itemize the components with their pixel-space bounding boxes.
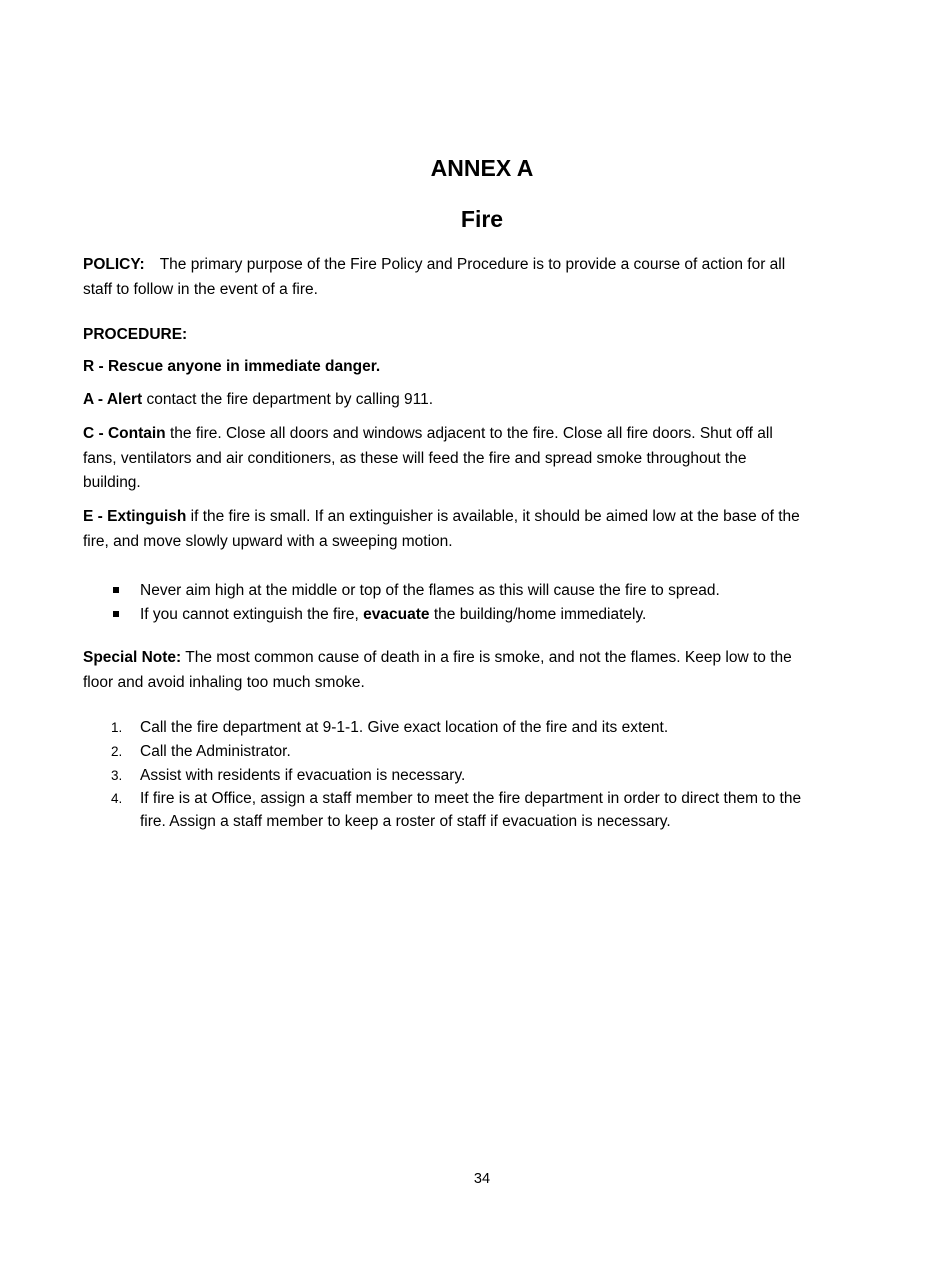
numbered-list bbox=[83, 716, 803, 833]
contain-label: C - Contain bbox=[83, 425, 166, 442]
list-item bbox=[83, 603, 803, 627]
contain-text: the fire. Close all doors and windows adjacent to the fire. Close all fire doors. Shut off all fans, ventilators and air conditioners, as these will feed the fire and spread smoke throughout the building. bbox=[83, 425, 773, 491]
annex-title: ANNEX A bbox=[430, 155, 534, 181]
policy-paragraph bbox=[83, 253, 803, 302]
alert-step bbox=[83, 388, 803, 413]
step-text: Call the fire department at 9-1-1. Give exact location of the fire and its extent. bbox=[140, 719, 669, 736]
bullet-text: If you cannot extinguish the fire, bbox=[140, 605, 364, 623]
contain-step bbox=[83, 422, 803, 496]
bullet-text: the building/home immediately. bbox=[429, 605, 647, 623]
procedure-heading: PROCEDURE: bbox=[83, 326, 188, 343]
policy-text: The primary purpose of the Fire Policy and Procedure is to provide a course of action for all staff to follow in the event of a fire. bbox=[83, 256, 786, 298]
rescue-step: R - Rescue anyone in immediate danger. bbox=[83, 358, 381, 375]
bullet-text: Never aim high at the middle or top of the flames as this will cause the fire to spread. bbox=[140, 582, 720, 599]
list-item bbox=[83, 579, 803, 603]
page-number: 34 bbox=[473, 1171, 491, 1187]
extinguish-step bbox=[83, 505, 803, 554]
alert-label: A - Alert bbox=[83, 391, 143, 408]
bullet-bold-text: evacuate bbox=[363, 605, 430, 623]
list-item bbox=[83, 788, 803, 833]
list-number: 3. bbox=[111, 768, 123, 783]
step-text: Assist with residents if evacuation is necessary. bbox=[140, 767, 466, 784]
square-bullet-icon bbox=[113, 611, 119, 617]
extinguish-text: if the fire is small. If an extinguisher is available, it should be aimed low at the base of the fire, and move slowly upward with a sweeping motion. bbox=[83, 508, 800, 550]
bullet-list bbox=[83, 579, 803, 626]
special-note-label: Special Note: bbox=[83, 649, 182, 666]
step-text: Call the Administrator. bbox=[140, 743, 291, 760]
special-note-text: The most common cause of death in a fire is smoke, and not the flames. Keep low to the floor and avoid inhaling too much smoke. bbox=[83, 649, 792, 691]
list-item bbox=[83, 740, 803, 764]
list-number: 4. bbox=[111, 791, 123, 806]
alert-text: contact the fire department by calling 911. bbox=[142, 391, 434, 408]
step-text: If fire is at Office, assign a staff member to meet the fire department in order to direct them to the fire. Assign a staff member to keep a roster of staff if evacuation is necessary. bbox=[140, 790, 802, 830]
extinguish-label: E - Extinguish bbox=[83, 508, 187, 525]
list-item bbox=[83, 764, 803, 788]
square-bullet-icon bbox=[113, 587, 119, 593]
list-number: 2. bbox=[111, 744, 123, 759]
policy-label: POLICY: bbox=[83, 256, 145, 273]
list-item bbox=[83, 716, 803, 740]
section-title: Fire bbox=[460, 206, 504, 232]
special-note-paragraph bbox=[83, 646, 803, 695]
list-number: 1. bbox=[111, 720, 123, 735]
